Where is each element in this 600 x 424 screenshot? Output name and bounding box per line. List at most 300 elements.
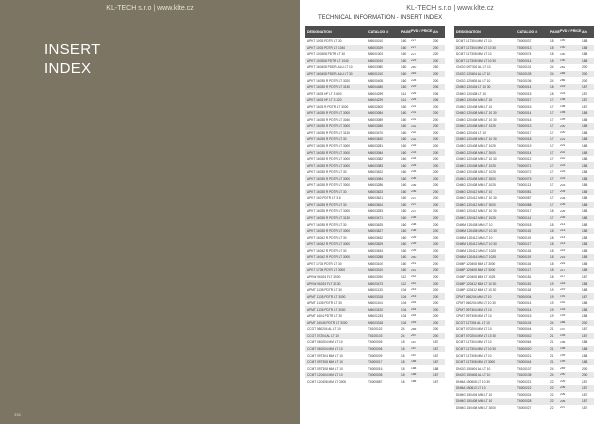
cell-catalog: M6003100 — [368, 261, 384, 266]
section-title: TECHNICAL INFORMATION - INSERT INDEX — [318, 15, 443, 21]
cell-catalog: T6000074 — [517, 52, 532, 57]
cell-designation: DCMT 11T308 MM LT 3000 — [456, 360, 496, 365]
cell-qty: 188 — [582, 52, 588, 57]
cell-pvd: 285 — [560, 72, 566, 76]
cell-designation: APKT 16035 R PDTR LT 3000 — [307, 144, 351, 149]
cell-qty: 200 — [433, 130, 439, 135]
cell-qty: 188 — [582, 307, 588, 312]
cell-catalog: M6003625 — [368, 222, 384, 227]
cell-catalog: M6003192 — [368, 307, 384, 312]
cell-pvd: 290 — [560, 373, 566, 377]
cell-designation: APKT 16042 R PDTR LT 30 — [307, 235, 347, 240]
cell-catalog: M6003029 — [368, 45, 384, 50]
cell-page: 18 — [401, 353, 405, 358]
cell-catalog: T6000004 — [517, 294, 532, 299]
cell-designation: DNMG 150404 MM LT 10 — [456, 392, 493, 397]
cell-designation: CCMT 09T304 MM LT 10 — [307, 353, 343, 358]
cell-page: 21 — [550, 327, 554, 332]
cell-catalog: T6000017 — [517, 130, 532, 135]
cell-designation: DCMT 11T304 MM LT 10 30 — [456, 346, 496, 351]
cell-qty: 188 — [582, 39, 588, 44]
cell-catalog: M6003318 — [368, 294, 384, 299]
cell-pvd: 237 — [411, 196, 417, 200]
cell-catalog: M6003084 — [368, 111, 384, 116]
cell-pvd: 190 — [560, 52, 566, 56]
cell-qty: 188 — [582, 268, 588, 273]
right-site-header: KL-TECH s.r.o | www.klte.cz — [406, 5, 494, 12]
insert-table-right — [454, 26, 594, 411]
cell-catalog: M6004299 — [368, 91, 384, 96]
cell-qty: 188 — [582, 209, 588, 214]
cell-catalog: M6003629 — [368, 242, 384, 247]
cell-designation: DNGG 150408 AL LT 10 — [456, 373, 491, 378]
cell-qty: 188 — [582, 301, 588, 306]
cell-pvd: 244 — [411, 307, 417, 311]
cell-qty: 187 — [582, 333, 588, 338]
cell-page: 18 — [550, 235, 554, 240]
cell-pvd: 188 — [411, 379, 417, 383]
cell-pvd: 263 — [411, 72, 417, 76]
cell-page: 17 — [550, 150, 554, 155]
cell-qty: 200 — [433, 163, 439, 168]
cell-designation: DCMT 11T308 MM LT 10 — [456, 353, 492, 358]
cell-qty: 200 — [433, 314, 439, 319]
cell-page: 160 — [401, 72, 407, 76]
cell-designation: CNMG 120408 MM LT 1025 — [456, 183, 496, 188]
cell-designation: APKT 16035 R PDTR LT 3000 — [307, 150, 351, 155]
header-page: PAGE — [550, 30, 560, 34]
cell-designation: APKT 16035 R PDTR LT 3000 — [307, 157, 351, 162]
cell-catalog: T6100106 — [517, 78, 532, 83]
cell-pvd: 188 — [411, 373, 417, 377]
cell-page: 160 — [401, 196, 407, 201]
cell-catalog: M6000408 — [368, 78, 384, 83]
cell-catalog: T6100108 — [517, 373, 532, 378]
cell-qty: 188 — [582, 144, 588, 149]
cell-page: 18 — [550, 85, 554, 90]
cell-qty: 200 — [433, 202, 439, 207]
header-pvd: PVD / PRICE — [560, 29, 582, 34]
cell-pvd: 235 — [411, 170, 417, 174]
cell-catalog: T6000018 — [517, 222, 532, 227]
cell-pvd: 206 — [560, 393, 566, 396]
cell-designation: DNMG 150408 MM LT 3000 — [456, 405, 496, 410]
cell-designation: DNMG 150408 MM LT 10 — [456, 399, 493, 404]
cell-catalog: M6003010 — [368, 58, 384, 63]
cell-designation: APKT 16035 R PDTR LT 3040 — [307, 117, 351, 122]
cell-qty: 188 — [582, 130, 588, 135]
table-header — [454, 26, 594, 38]
cell-designation: CPMT 09T308 MM LT 10 — [456, 314, 492, 319]
cell-designation: APKT 16035 R PDTR LT 3000 — [307, 163, 351, 168]
cell-page: 160 — [401, 144, 407, 149]
cell-qty: 188 — [582, 124, 588, 129]
cell-designation: APKT 16035 R PDTR LT 30 — [307, 202, 347, 207]
cell-catalog: T6000071 — [517, 163, 532, 168]
cell-pvd: 231 — [411, 111, 417, 115]
cell-designation: APKT 1603 HF LT 3 120 — [307, 98, 342, 103]
cell-page: 18 — [401, 366, 405, 371]
cell-page: 18 — [550, 91, 554, 96]
cell-designation: CNMP 120408 MM LT 1025 — [456, 274, 496, 279]
cell-page: 104 — [401, 320, 407, 325]
cell-catalog: T6000017 — [517, 209, 532, 214]
cell-pvd: 288 — [560, 320, 566, 324]
cell-catalog: M6003080 — [368, 65, 384, 70]
cell-pvd: 228 — [411, 78, 417, 82]
cell-qty: 200 — [433, 320, 439, 325]
cell-pvd: 215 — [560, 255, 566, 259]
cell-designation: CNMG 120408 MM LT 1025 — [456, 170, 496, 175]
cell-qty: 206 — [433, 85, 439, 90]
cell-pvd: 198 — [560, 98, 566, 102]
cell-page: 18 — [550, 274, 554, 279]
table-header — [305, 26, 445, 38]
cell-pvd: 199 — [560, 360, 566, 364]
cell-qty: 200 — [433, 189, 439, 194]
cell-page: 21 — [550, 346, 554, 351]
cell-catalog: T6000064 — [517, 340, 532, 345]
cell-pvd: 187 — [411, 347, 417, 351]
cell-catalog: T6000117 — [517, 268, 532, 273]
cell-pvd: 245 — [411, 320, 417, 324]
cell-catalog: T6100105 — [517, 72, 532, 76]
cell-designation: APKT 16035 R PDTR LT 3000 — [307, 209, 351, 214]
cell-catalog: M6001010 — [368, 72, 384, 76]
cell-qty: 188 — [582, 202, 588, 207]
cell-catalog: M6003089 — [368, 117, 384, 122]
cell-catalog: M6003310 — [368, 268, 384, 273]
cell-catalog: T6000016 — [368, 366, 383, 371]
cell-pvd: 227 — [411, 52, 417, 56]
cell-page: 18 — [550, 248, 554, 253]
cell-page: 160 — [401, 255, 407, 260]
cell-pvd: 203 — [560, 176, 566, 180]
cell-designation: CNMG 120408 MM LT 1025 — [456, 163, 496, 168]
cell-page: 17 — [550, 124, 554, 129]
cell-page: 17 — [550, 202, 554, 207]
cell-page: 24 — [550, 366, 554, 371]
cell-pvd: 196 — [560, 340, 566, 344]
cell-qty: 200 — [433, 268, 439, 273]
cell-catalog: M6003318 — [368, 320, 384, 325]
cell-page: 22 — [550, 379, 554, 384]
cell-page: 160 — [401, 202, 407, 207]
cell-qty: 187 — [582, 405, 588, 410]
cell-qty: 200 — [433, 72, 439, 76]
cell-catalog: T6000181 — [517, 274, 532, 279]
cell-page: 160 — [401, 176, 407, 181]
cell-designation: CNMG 120412 MM LT 1025 — [456, 216, 496, 221]
cell-page: 17 — [550, 111, 554, 116]
cell-qty: 187 — [582, 98, 588, 103]
cell-qty: 200 — [433, 255, 439, 260]
cell-catalog: M6003382 — [368, 157, 384, 162]
cell-catalog: M6003623 — [368, 189, 384, 194]
cell-pvd: 236 — [411, 176, 417, 180]
cell-pvd: 240 — [411, 255, 417, 259]
cell-pvd: 235 — [411, 163, 417, 167]
cell-designation: DNMA 150612 LT 10 — [456, 386, 486, 391]
cell-qty: 200 — [433, 216, 439, 221]
cell-page: 160 — [401, 117, 407, 122]
cell-page: 22 — [550, 399, 554, 404]
cell-designation: APKT 16035 R PDTR LT 3130 — [307, 130, 351, 135]
cell-designation: DNMA 150608 LT 10 30 — [456, 379, 490, 384]
title-line-1: INSERT — [44, 41, 101, 58]
cell-designation: CNMG 120412 MM LT 10 — [456, 189, 493, 194]
cell-pvd: 203 — [560, 170, 566, 174]
cell-qty: 200 — [582, 320, 588, 325]
cell-designation: CNMG 120408 MM LT 3000 — [456, 150, 496, 155]
cell-designation: CCMT 060204 MM LT 10 — [307, 340, 343, 345]
cell-designation: DCGT 11T304 AL LT 10 — [456, 320, 490, 325]
cell-page: 17 — [550, 157, 554, 162]
cell-catalog: T6000015 — [517, 314, 532, 319]
cell-page: 160 — [401, 58, 407, 63]
cell-pvd: 242 — [411, 275, 417, 279]
cell-qty: 187 — [582, 294, 588, 299]
cell-qty: 188 — [582, 150, 588, 155]
cell-designation: APKT 100308 PDTR LT 30 — [307, 52, 346, 57]
cell-designation: APKT 1003 PDTR LT 1040 — [307, 45, 346, 50]
cell-pvd: 207 — [560, 406, 566, 410]
cell-pvd: 232 — [411, 137, 417, 141]
cell-qty: 187 — [582, 392, 588, 397]
cell-page: 17 — [550, 176, 554, 181]
cell-qty: 188 — [582, 288, 588, 293]
cell-page: 24 — [550, 320, 554, 325]
cell-designation: APKT 16035 R PDTR LT 3000 — [307, 124, 351, 129]
cell-catalog: T6000024 — [517, 392, 532, 397]
cell-designation: DCMT 11T308 MM LT 10 — [456, 52, 492, 57]
cell-designation: CCMT 120408 MM LT 3000 — [307, 379, 347, 384]
cell-qty: 200 — [433, 150, 439, 155]
cell-catalog: T6000013 — [517, 124, 532, 129]
cell-page: 17 — [550, 196, 554, 201]
cell-qty: 188 — [582, 170, 588, 175]
cell-catalog: M6003286 — [368, 183, 384, 188]
cell-page: 160 — [401, 130, 407, 135]
cell-page: 18 — [550, 229, 554, 234]
cell-designation: APKT 160408 PDER-ALU LT 10 — [307, 65, 353, 70]
cell-pvd: 216 — [560, 262, 566, 266]
cell-page: 160 — [401, 183, 407, 188]
cell-catalog: T6000044 — [517, 327, 532, 332]
cell-page: 160 — [401, 78, 407, 83]
header-qty: Ah — [582, 30, 587, 34]
cell-qty: 188 — [582, 176, 588, 181]
cell-pvd: 240 — [411, 65, 417, 69]
cell-pvd: 287 — [411, 334, 417, 338]
cell-catalog: T6000044 — [517, 360, 532, 365]
cell-designation: CNMG 120404 LT 10 — [456, 130, 487, 135]
cell-catalog: T6000021 — [517, 353, 532, 358]
cell-qty: 188 — [582, 281, 588, 286]
cell-designation: APMT 16045 PDTR LT 3000 — [307, 320, 348, 325]
cell-designation: APKT 16035 R PDTR LT 30 — [307, 137, 347, 142]
cell-qty: 188 — [582, 117, 588, 122]
cell-qty: 187 — [433, 360, 439, 365]
cell-page: 17 — [550, 137, 554, 142]
cell-page: 160 — [401, 163, 407, 168]
cell-catalog: T6000012 — [517, 157, 532, 162]
cell-pvd: 218 — [560, 281, 566, 285]
cell-page: 24 — [550, 78, 554, 83]
cell-pvd: 200 — [560, 131, 566, 135]
cell-page: 104 — [401, 288, 407, 293]
cell-page: 160 — [401, 170, 407, 175]
cell-pvd: 231 — [411, 118, 417, 122]
cell-page: 21 — [550, 340, 554, 345]
cell-qty: 188 — [582, 229, 588, 234]
cell-qty: 188 — [582, 360, 588, 365]
cell-catalog: T6000117 — [517, 242, 532, 247]
cell-qty: 188 — [582, 353, 588, 358]
cell-page: 18 — [550, 261, 554, 266]
cell-qty: 200 — [433, 248, 439, 253]
cell-page: 160 — [401, 45, 407, 50]
cell-pvd: 190 — [560, 39, 566, 43]
cell-designation: CNMG 120404 MM LT 10 — [456, 98, 493, 103]
cell-catalog: T6000181 — [517, 281, 532, 286]
cell-pvd: 204 — [560, 190, 566, 194]
cell-catalog: T6000015 — [517, 91, 532, 96]
cell-pvd: 231 — [411, 104, 417, 108]
cell-designation: CNMP 120408 MM LT 3000 — [456, 268, 496, 273]
cell-pvd: 236 — [411, 190, 417, 194]
cell-qty: 187 — [433, 340, 439, 345]
cell-designation: CPMT 060204 MM LT 10 — [456, 294, 492, 299]
right-page — [300, 0, 600, 424]
cell-qty: 188 — [582, 58, 588, 63]
cell-qty: 200 — [433, 242, 439, 247]
cell-pvd: 198 — [560, 104, 566, 108]
cell-catalog: T6000042 — [517, 333, 532, 338]
cell-designation: CNMP 120408 MM LT 3000 — [456, 261, 496, 266]
cell-qty: 200 — [433, 170, 439, 175]
cell-page: 24 — [550, 373, 554, 378]
cell-page: 160 — [401, 137, 407, 142]
cell-page: 160 — [401, 65, 407, 70]
table-row — [305, 378, 445, 385]
cell-page: 17 — [550, 130, 554, 135]
cell-catalog: T6000118 — [517, 248, 532, 253]
cell-pvd: 238 — [411, 222, 417, 226]
cell-qty: 206 — [433, 98, 439, 103]
cell-designation: DCMT 070204 MM LT 10 — [456, 327, 492, 332]
cell-designation: CPMT 060204 MM LT 10 30 — [456, 301, 496, 306]
cell-page: 18 — [401, 346, 405, 351]
header-pvd: PVD / PRICE — [411, 29, 433, 34]
cell-page: 17 — [550, 104, 554, 109]
cell-pvd: 243 — [411, 288, 417, 292]
cell-designation: CNGG 120408 AL LT 10 — [456, 78, 491, 83]
cell-pvd: 197 — [560, 327, 566, 331]
cell-pvd: 195 — [560, 334, 566, 338]
cell-designation: CPMT 09T304 MM LT 10 — [456, 307, 492, 312]
cell-designation: DCMT 11T304 MM LT 10 — [456, 340, 492, 345]
cell-qty: 188 — [582, 242, 588, 247]
cell-pvd: 239 — [411, 248, 417, 252]
cell-page: 160 — [401, 104, 407, 109]
cell-pvd: 238 — [411, 216, 417, 220]
cell-page: 19 — [550, 294, 554, 299]
cell-catalog: M6003624 — [368, 202, 384, 207]
cell-qty: 187 — [582, 91, 588, 96]
cell-designation: APKT 16042 R PDTR LT 3000 — [307, 255, 351, 260]
cell-designation: DCMT 11T304 MM LT 10 — [456, 39, 492, 44]
cell-designation: CNMG 120408 MM LT 3000 — [456, 176, 496, 181]
cell-qty: 187 — [582, 386, 588, 391]
cell-page: 17 — [550, 163, 554, 168]
cell-qty: 188 — [433, 366, 439, 371]
cell-qty: 200 — [433, 209, 439, 214]
cell-page: 104 — [401, 307, 407, 312]
cell-qty: 200 — [433, 58, 439, 63]
cell-pvd: 199 — [560, 118, 566, 122]
cell-qty: 206 — [433, 91, 439, 96]
cell-designation: CNMM 120416 MM LT 1025 — [456, 255, 496, 260]
cell-designation: APKT 16035 R PDTR LT 3000 — [307, 229, 351, 234]
cell-qty: 200 — [582, 65, 588, 70]
cell-page: 17 — [550, 189, 554, 194]
cell-qty: 200 — [433, 327, 439, 332]
cell-pvd: 232 — [411, 131, 417, 135]
cell-designation: APKT 160408 PDER-ALU LT 30 — [307, 72, 353, 76]
cell-pvd: 203 — [560, 91, 566, 95]
cell-page: 18 — [550, 45, 554, 50]
cell-catalog: M6003383 — [368, 163, 384, 168]
cell-qty: 188 — [582, 196, 588, 201]
cell-pvd: 188 — [411, 366, 417, 370]
cell-catalog: T6000088 — [517, 202, 532, 207]
cell-pvd: 193 — [560, 307, 566, 311]
cell-designation: CCGT 060204 AL LT 10 — [307, 327, 341, 332]
cell-catalog: M6003288 — [368, 255, 384, 260]
cell-qty: 200 — [433, 183, 439, 188]
cell-pvd: 289 — [560, 366, 566, 370]
cell-designation: CNMG 120408 MM LT 10 30 — [456, 117, 497, 122]
cell-designation: CNMG 120408 MM LT 10 30 — [456, 157, 497, 162]
cell-designation: CNMG 120408 MM LT 1025 — [456, 144, 496, 149]
cell-qty: 188 — [582, 261, 588, 266]
cell-pvd: 190 — [560, 46, 566, 50]
cell-page: 160 — [401, 124, 407, 129]
cell-pvd: 187 — [411, 353, 417, 357]
cell-designation: APMT 1135 PDTR LT 30 — [307, 288, 342, 293]
cell-pvd: 213 — [560, 229, 566, 233]
cell-designation: APKT 1705 PDTR LT 3000 — [307, 268, 346, 273]
cell-designation: CNMG 120408 MM LT 10 — [456, 104, 493, 109]
cell-catalog: T6000019 — [517, 144, 532, 149]
cell-catalog: M6002600 — [368, 104, 384, 109]
cell-pvd: 203 — [560, 85, 566, 89]
cell-pvd: 241 — [411, 262, 417, 266]
cell-page: 24 — [401, 333, 405, 338]
cell-page: 160 — [401, 209, 407, 214]
cell-qty: 200 — [433, 196, 439, 201]
cell-page: 18 — [550, 255, 554, 260]
cell-qty: 200 — [433, 144, 439, 149]
cell-catalog: M6001003 — [368, 52, 384, 57]
cell-pvd: 187 — [411, 340, 417, 344]
cell-designation: CNMG 120412 MM LT 10 30 — [456, 209, 497, 214]
cell-qty: 200 — [433, 39, 439, 44]
cell-pvd: 239 — [411, 242, 417, 246]
cell-pvd: 214 — [560, 242, 566, 246]
cell-catalog: T6000005 — [368, 340, 383, 345]
